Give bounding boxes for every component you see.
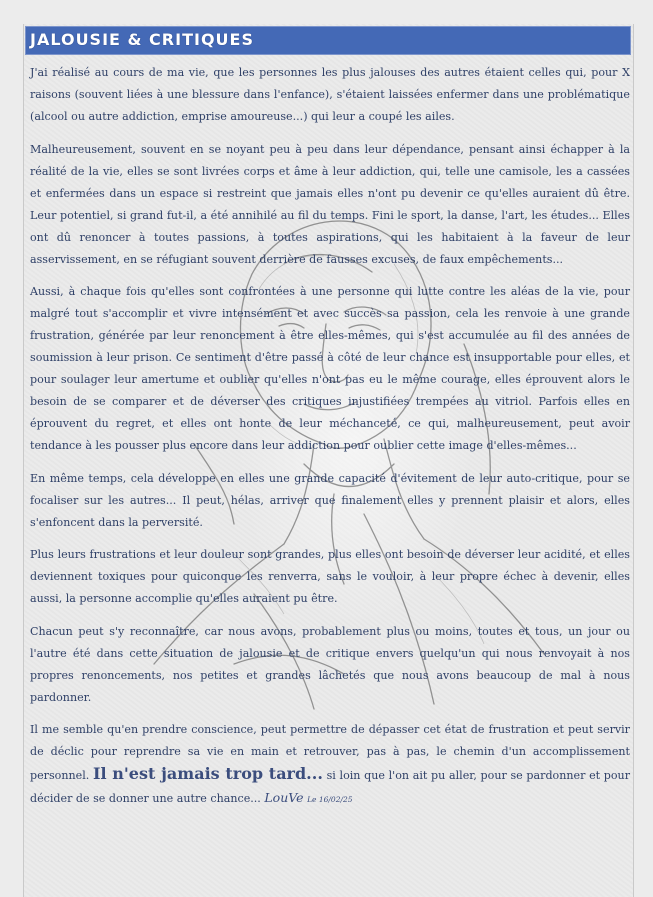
closing-emphasis: Il n'est jamais trop tard...	[92, 764, 323, 783]
paragraph: Aussi, à chaque fois qu'elles sont confrontées à une personne qui lutte contre les aléas de la vie, pour malgré tout s'accomplir et vivre intensément et avec succès sa passion, cela les renvoie à une grande frustration, générée par leur renoncement à être elles-mêmes, qui s'est accumulée au fil des années de soumission à leur prison. Ce sentiment d'être passé à côté de leur chance est insupportable pour elles, et pour soulager leur amertume et oublier qu'elles n'ont pas eu le même courage, elles éprouvent alors le besoin de se comparer et de déverser des critiques injustifiées trempées au vitriol. Parfois elles en éprouvent du regret, et elles ont honte de leur méchanceté, ce qui, malheureusement, peut avoir tendance à les pousser plus encore dans leur addiction pour oublier cette image d'elles-mêmes...	[30, 285, 630, 452]
paragraph: Chacun peut s'y reconnaître, car nous avons, probablement plus ou moins, toutes et tous, un jour ou l'autre été dans cette situation de jalousie et de critique envers quelqu'un qui nous renvoyait à nos propres renoncements, nos petites et grandes lâchetés que nous avons beaucoup de mal à nous pardonner.	[30, 624, 630, 704]
page	[23, 24, 634, 897]
article-body	[30, 62, 630, 822]
page-title: JALOUSIE & CRITIQUES	[30, 30, 254, 49]
closing-text: Il me semble qu'en prendre conscience, peut permettre de dépasser cet état de frustration et peut servir de déclic pour reprendre sa vie en main et retrouver, pas à pas, le chemin d'un accomplissement personnel.	[30, 723, 630, 782]
paragraph: Plus leurs frustrations et leur douleur sont grandes, plus elles ont besoin de déverser leur acidité, et elles deviennent toxiques pour quiconque les renverra, sans le vouloir, à leur propre échec à devenir, elles aussi, la personne accomplie qu'elles auraient pu être.	[30, 548, 630, 605]
closing-paragraph	[30, 719, 630, 811]
title-bar	[25, 26, 631, 55]
closing-text-end: si loin que l'on ait pu aller, pour se pardonner et pour décider de se donner une autre chance...	[30, 769, 631, 805]
paragraph: Malheureusement, souvent en se noyant peu à peu dans leur dépendance, pensant ainsi échapper à la réalité de la vie, elles se sont livrées corps et âme à leur addiction, qui, telle une camisole, les a cassées et enfermées dans un espace si restreint que jamais elles n'ont pu devenir ce qu'elles auraient dû être. Leur potentiel, si grand fut-il, a été annihilé au fil du temps. Fini le sport, la danse, l'art, les études... Elles ont dû renoncer à toutes passions, à toutes aspirations, qui les habitaient à la faveur de leur asservissement, en se réfugiant souvent derrière de fausses excuses, de faux empêchements...	[30, 142, 630, 266]
signature: LouVe	[264, 790, 304, 805]
paragraph: En même temps, cela développe en elles une grande capacité d'évitement de leur auto-critique, pour se focaliser sur les autres... Il peut, hélas, arriver que finalement elles y prennent plaisir et alors, elles s'enfoncent dans la perversité.	[30, 471, 630, 529]
paragraph: J'ai réalisé au cours de ma vie, que les personnes les plus jalouses des autres étaient celles qui, pour X raisons (souvent liées à une blessure dans l'enfance), s'étaient laissées enfermer dans une problématique (alcool ou autre addiction, emprise amoureuse...) qui leur a coupé les ailes.	[30, 66, 630, 123]
signature-date: Le 16/02/25	[307, 795, 353, 804]
